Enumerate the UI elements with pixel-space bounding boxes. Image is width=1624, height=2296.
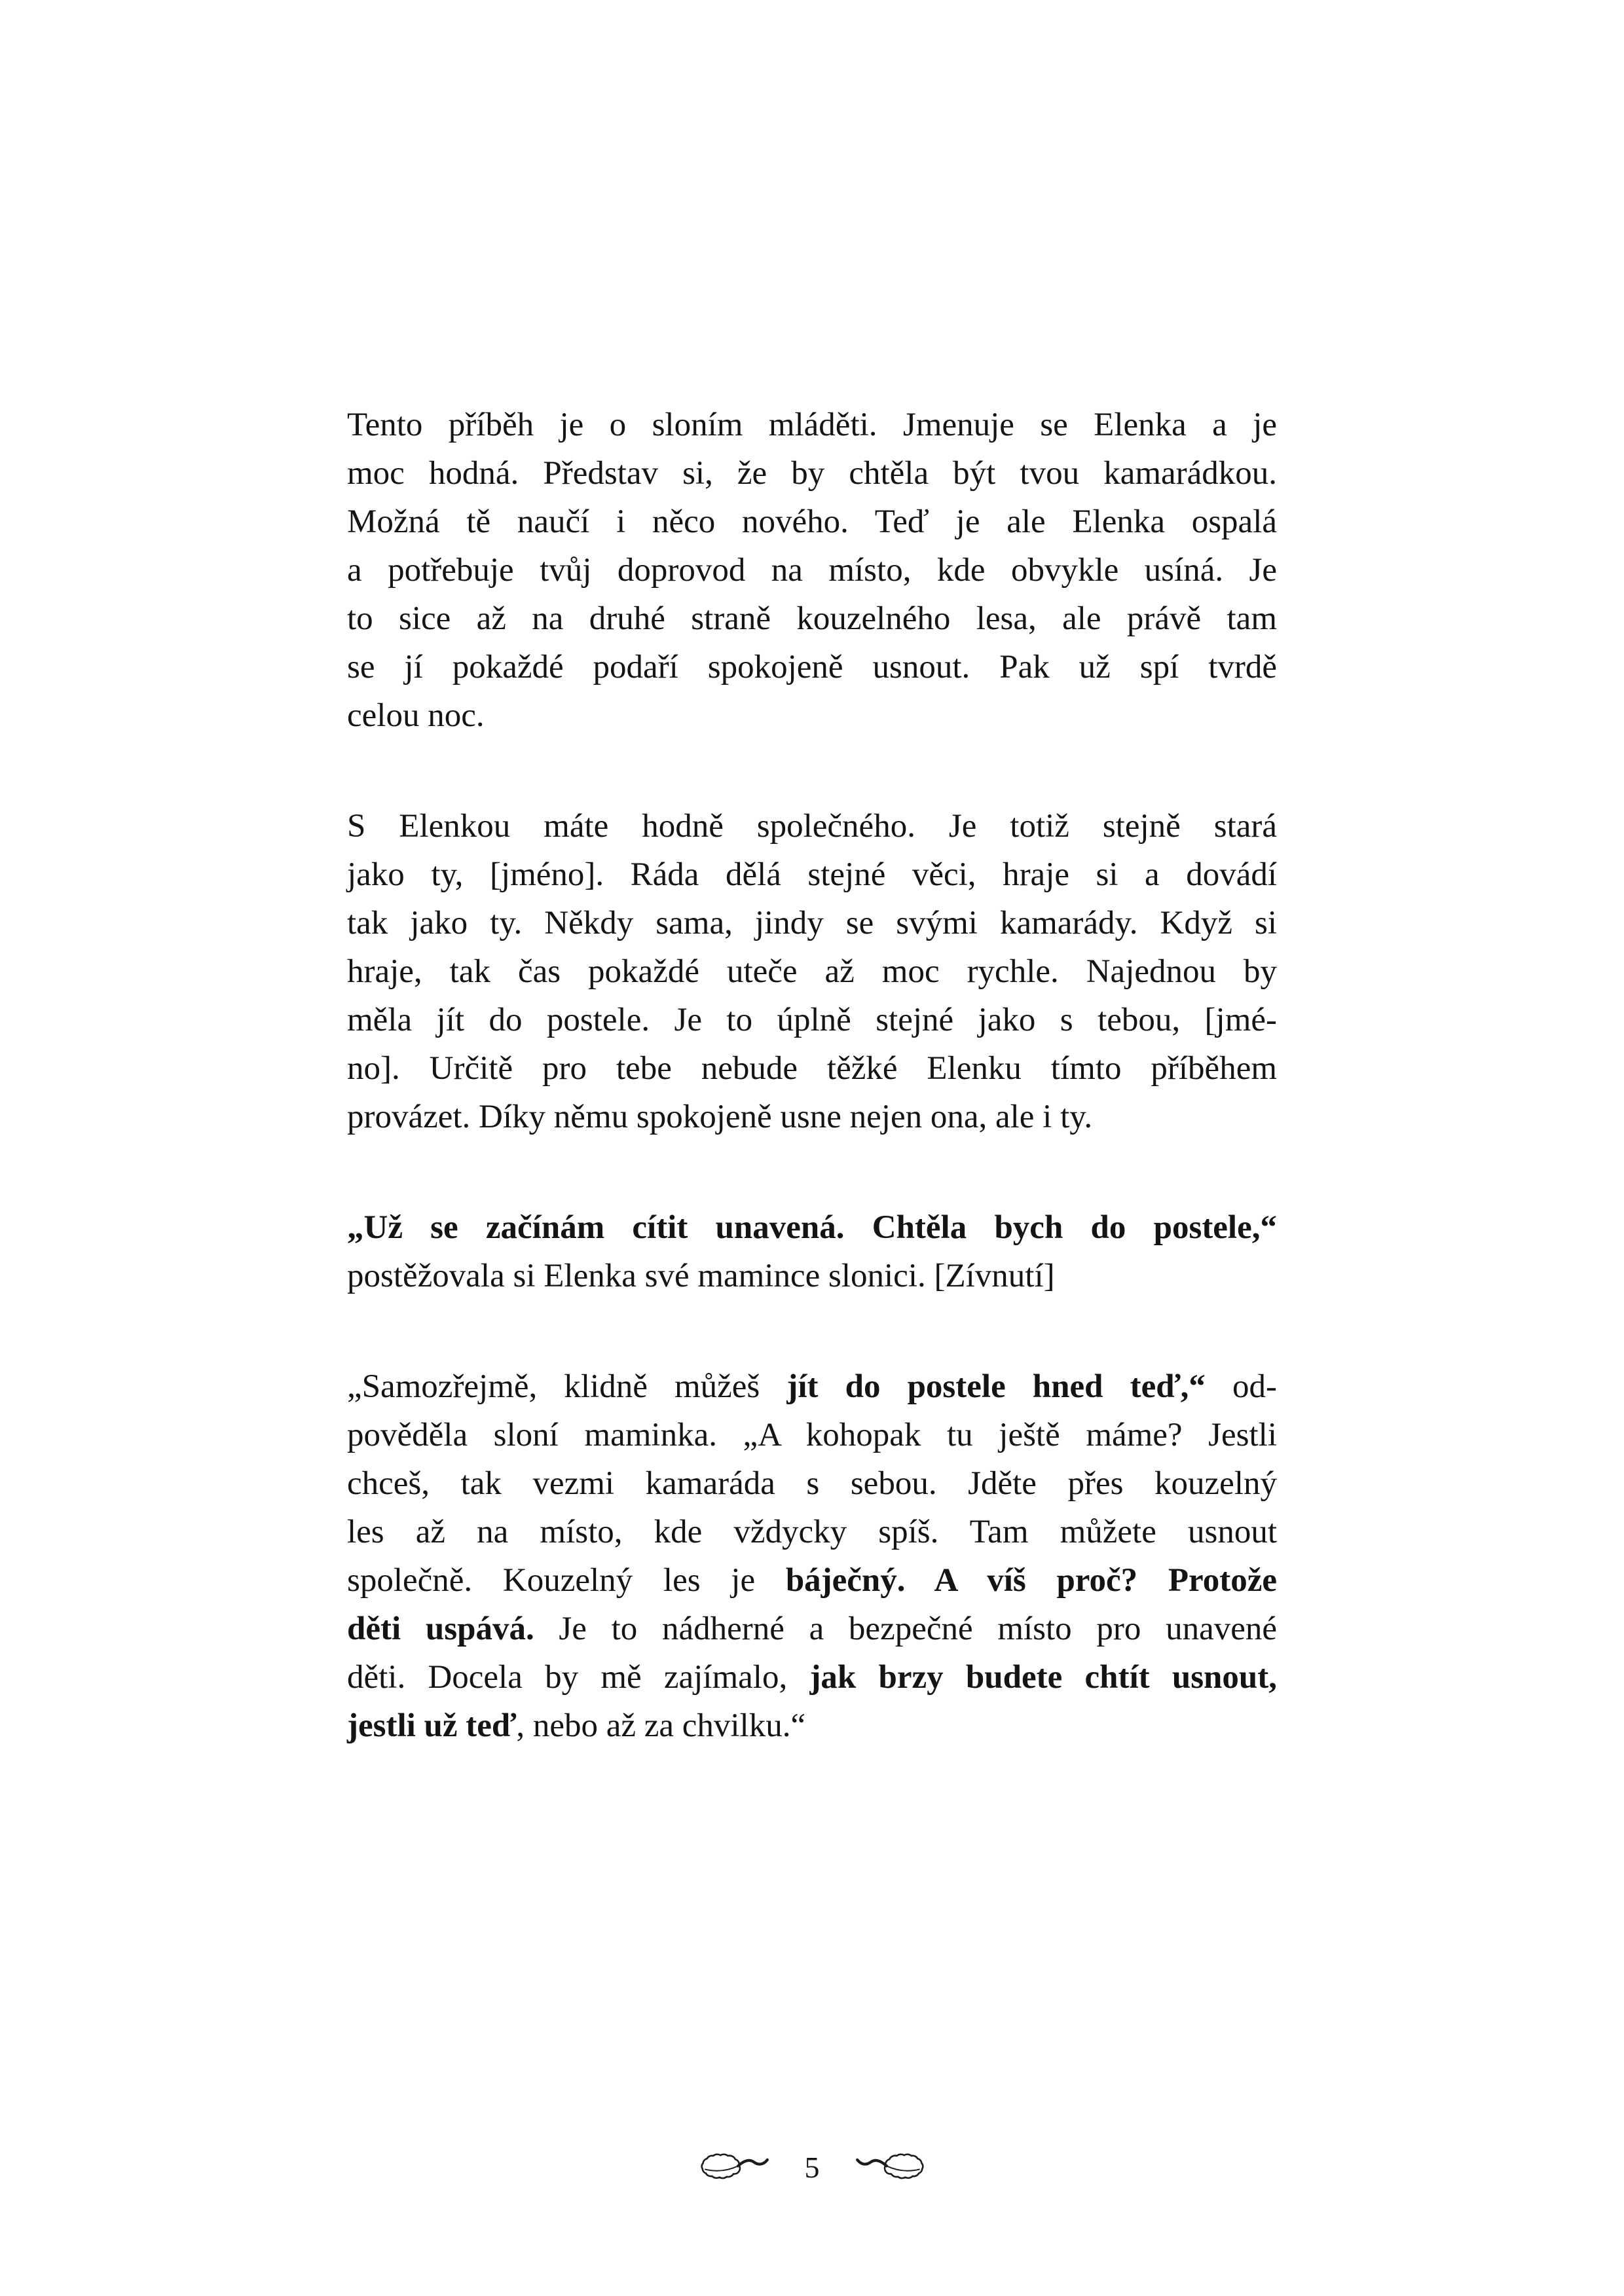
- page-number: 5: [804, 2151, 820, 2184]
- text-line: [347, 691, 1277, 740]
- text-line: [347, 899, 1277, 947]
- text-line: [347, 546, 1277, 594]
- text-segment: tak jako ty. Někdy sama, jindy se svými kamarády. Když si: [347, 905, 1277, 941]
- text-segment: pověděla sloní maminka. „A kohopak tu ještě máme? Jestli: [347, 1417, 1277, 1453]
- bold-text-segment: „Už se začínám cítit unavená. Chtěla bych do postele,“: [347, 1209, 1277, 1246]
- oak-leaf-icon: [697, 2149, 771, 2187]
- text-line: [347, 401, 1277, 449]
- text-line: [347, 643, 1277, 691]
- text-segment: se jí pokaždé podaří spokojeně usnout. Pak už spí tvrdě: [347, 649, 1277, 685]
- text-segment: les až na místo, kde vždycky spíš. Tam můžete usnout: [347, 1514, 1277, 1550]
- bold-text-segment: jak brzy budete chtít usnout,: [809, 1659, 1277, 1696]
- text-segment: moc hodná. Představ si, že by chtěla být tvou kamarádkou.: [347, 455, 1277, 492]
- text-line: [347, 1702, 1277, 1750]
- text-segment: , nebo až za chvilku.“: [516, 1707, 806, 1744]
- text-segment: no]. Určitě pro tebe nebude těžké Elenku tímto příběhem: [347, 1050, 1277, 1087]
- bold-text-segment: děti uspává.: [347, 1611, 534, 1647]
- text-line: [347, 1653, 1277, 1702]
- text-line: [347, 1044, 1277, 1093]
- text-line: [347, 1093, 1277, 1141]
- page-footer: [0, 2149, 1624, 2187]
- text-segment: Tento příběh je o sloním mláděti. Jmenuje se Elenka a je: [347, 407, 1277, 443]
- text-line: [347, 1459, 1277, 1508]
- text-segment: od-: [1205, 1368, 1277, 1405]
- text-segment: celou noc.: [347, 697, 485, 734]
- text-line: [347, 850, 1277, 899]
- text-segment: provázet. Díky němu spokojeně usne nejen ona, ale i ty.: [347, 1099, 1093, 1135]
- text-line: [347, 594, 1277, 643]
- paragraph: [347, 1203, 1277, 1300]
- text-line: [347, 802, 1277, 850]
- text-line: [347, 1556, 1277, 1605]
- text-segment: společně. Kouzelný les je: [347, 1562, 786, 1599]
- story-text: [347, 401, 1277, 1812]
- paragraph: [347, 401, 1277, 740]
- text-line: [347, 1203, 1277, 1252]
- text-line: [347, 1362, 1277, 1411]
- text-line: [347, 449, 1277, 498]
- bold-text-segment: báječný. A víš proč? Protože: [785, 1562, 1278, 1599]
- text-segment: „Samozřejmě, klidně můžeš: [347, 1368, 787, 1405]
- text-line: [347, 947, 1277, 996]
- text-segment: to sice až na druhé straně kouzelného lesa, ale právě tam: [347, 600, 1277, 637]
- text-segment: jako ty, [jméno]. Ráda dělá stejné věci, hraje si a dovádí: [347, 856, 1277, 893]
- text-line: [347, 1411, 1277, 1459]
- text-line: [347, 498, 1277, 546]
- text-segment: hraje, tak čas pokaždé uteče až moc rychle. Najednou by: [347, 953, 1277, 990]
- text-segment: Možná tě naučí i něco nového. Teď je ale Elenka ospalá: [347, 503, 1277, 540]
- text-line: [347, 996, 1277, 1044]
- bold-text-segment: jestli už teď: [347, 1707, 517, 1744]
- text-segment: děti. Docela by mě zajímalo,: [347, 1659, 810, 1696]
- paragraph: [347, 802, 1277, 1141]
- text-segment: Je to nádherné a bezpečné místo pro unavené: [534, 1611, 1277, 1647]
- text-line: [347, 1605, 1277, 1653]
- text-segment: a potřebuje tvůj doprovod na místo, kde obvykle usíná. Je: [347, 552, 1277, 589]
- text-segment: chceš, tak vezmi kamaráda s sebou. Jděte přes kouzelný: [347, 1465, 1277, 1502]
- paragraph: [347, 1362, 1277, 1750]
- text-segment: postěžovala si Elenka své mamince slonici. [Zívnutí]: [347, 1258, 1055, 1294]
- bold-text-segment: jít do postele hned teď,“: [786, 1368, 1206, 1405]
- oak-leaf-icon: [854, 2149, 927, 2187]
- text-segment: S Elenkou máte hodně společného. Je totiž stejně stará: [347, 808, 1277, 845]
- text-line: [347, 1252, 1277, 1300]
- text-line: [347, 1508, 1277, 1556]
- text-segment: měla jít do postele. Je to úplně stejné jako s tebou, [jmé-: [347, 1002, 1277, 1038]
